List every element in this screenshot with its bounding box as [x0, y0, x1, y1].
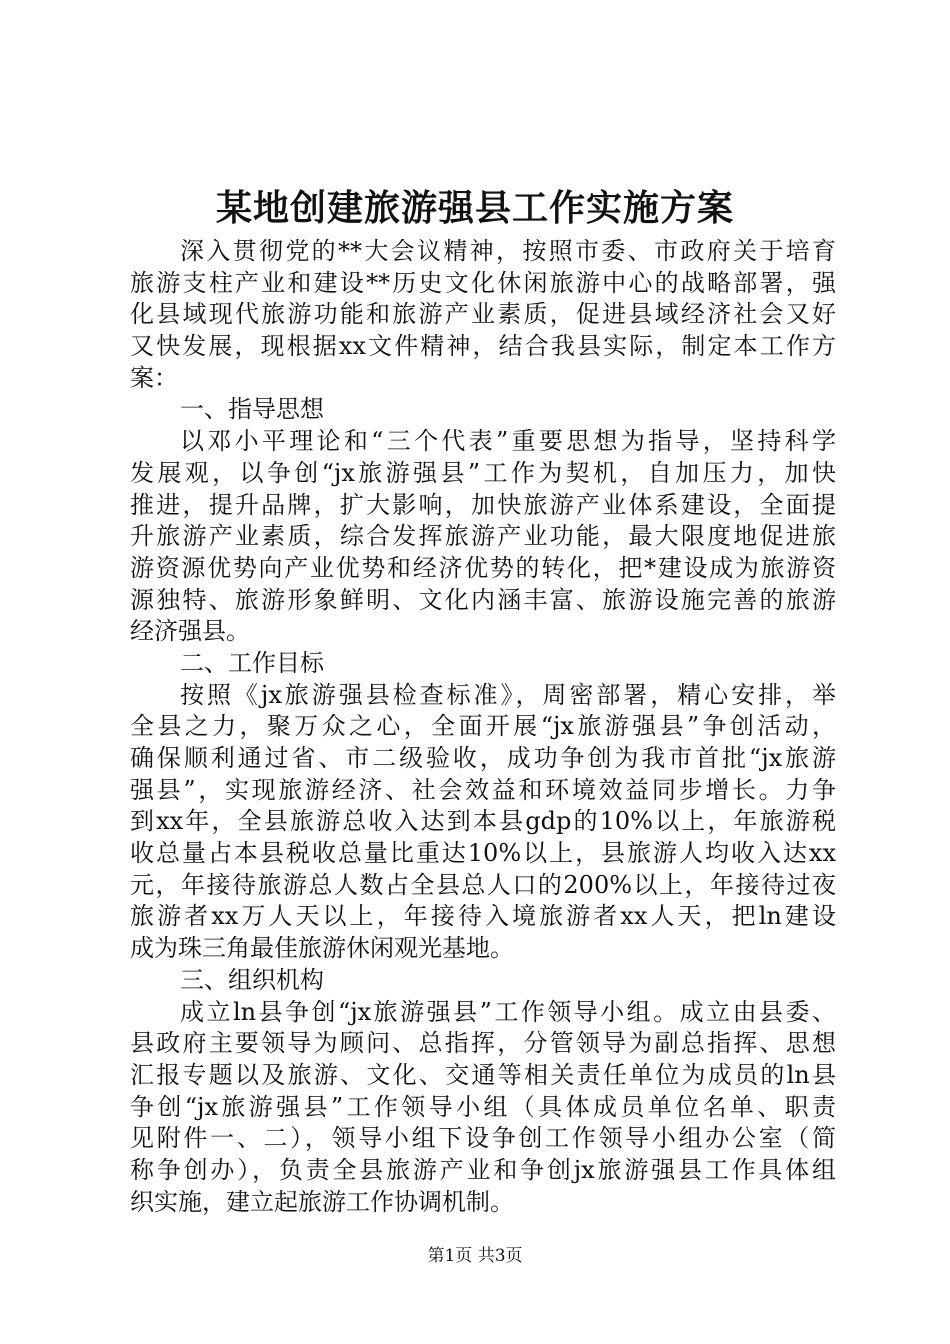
text-line: 县政府主要领导为顾问、总指挥，分管领导为副总指挥、思想 [130, 1029, 836, 1058]
document-body [130, 236, 836, 1218]
text-line: 升旅游产业素质，综合发挥旅游产业功能，最大限度地促进旅 [130, 522, 836, 551]
text-line: 强县”，实现旅游经济、社会效益和环境效益同步增长。力争 [130, 775, 836, 804]
text-line: 元，年接待旅游总人数占全县总人口的200%以上，年接待过夜 [130, 870, 836, 899]
text-line: 又快发展，现根据xx文件精神，结合我县实际，制定本工作方 [130, 332, 836, 361]
text-line: 化县域现代旅游功能和旅游产业素质，促进县域经济社会又好 [130, 300, 836, 329]
text-line: 源独特、旅游形象鲜明、文化内涵丰富、旅游设施完善的旅游 [130, 585, 836, 614]
page-footer: 第1页 共3页 [427, 1246, 523, 1266]
text-line: 推进，提升品牌，扩大影响，加快旅游产业体系建设，全面提 [130, 490, 836, 519]
text-line: 称争创办），负责全县旅游产业和争创jx旅游强县工作具体组 [130, 1155, 836, 1184]
text-line: 发展观，以争创“jx旅游强县”工作为契机，自加压力，加快 [130, 458, 836, 487]
text-line: 以邓小平理论和“三个代表”重要思想为指导，坚持科学 [180, 427, 836, 456]
text-line: 织实施，建立起旅游工作协调机制。 [130, 1187, 514, 1216]
text-line: 争创“jx旅游强县”工作领导小组（具体成员单位名单、职责 [130, 1092, 836, 1121]
text-line: 案： [130, 363, 178, 392]
text-line: 全县之力，聚万众之心，全面开展“jx旅游强县”争创活动， [130, 712, 836, 741]
text-line: 见附件一、二），领导小组下设争创工作领导小组办公室（简 [130, 1124, 836, 1153]
text-line: 游资源优势向产业优势和经济优势的转化，把*建设成为旅游资 [130, 553, 836, 582]
text-line: 一、指导思想 [180, 395, 324, 424]
text-line: 旅游者xx万人天以上，年接待入境旅游者xx人天，把ln建设 [130, 902, 836, 931]
text-line: 收总量占本县税收总量比重达10%以上，县旅游人均收入达xx [130, 839, 836, 868]
text-line: 三、组织机构 [180, 965, 324, 994]
text-line: 经济强县。 [130, 617, 250, 646]
text-line: 按照《jx旅游强县检查标准》，周密部署，精心安排，举 [180, 680, 836, 709]
text-line: 旅游支柱产业和建设**历史文化休闲旅游中心的战略部署，强 [130, 268, 836, 297]
text-line: 成立ln县争创“jx旅游强县”工作领导小组。成立由县委、 [180, 997, 836, 1026]
text-line: 二、工作目标 [180, 648, 324, 677]
text-line: 到xx年，全县旅游总收入达到本县gdp的10%以上，年旅游税 [130, 807, 836, 836]
text-line: 深入贯彻党的**大会议精神，按照市委、市政府关于培育 [180, 237, 836, 265]
text-line: 成为珠三角最佳旅游休闲观光基地。 [130, 934, 514, 963]
document-title: 某地创建旅游强县工作实施方案 [215, 187, 734, 229]
text-line: 汇报专题以及旅游、文化、交通等相关责任单位为成员的ln县 [130, 1060, 836, 1089]
text-line: 确保顺利通过省、市二级验收，成功争创为我市首批“jx旅游 [130, 744, 836, 772]
